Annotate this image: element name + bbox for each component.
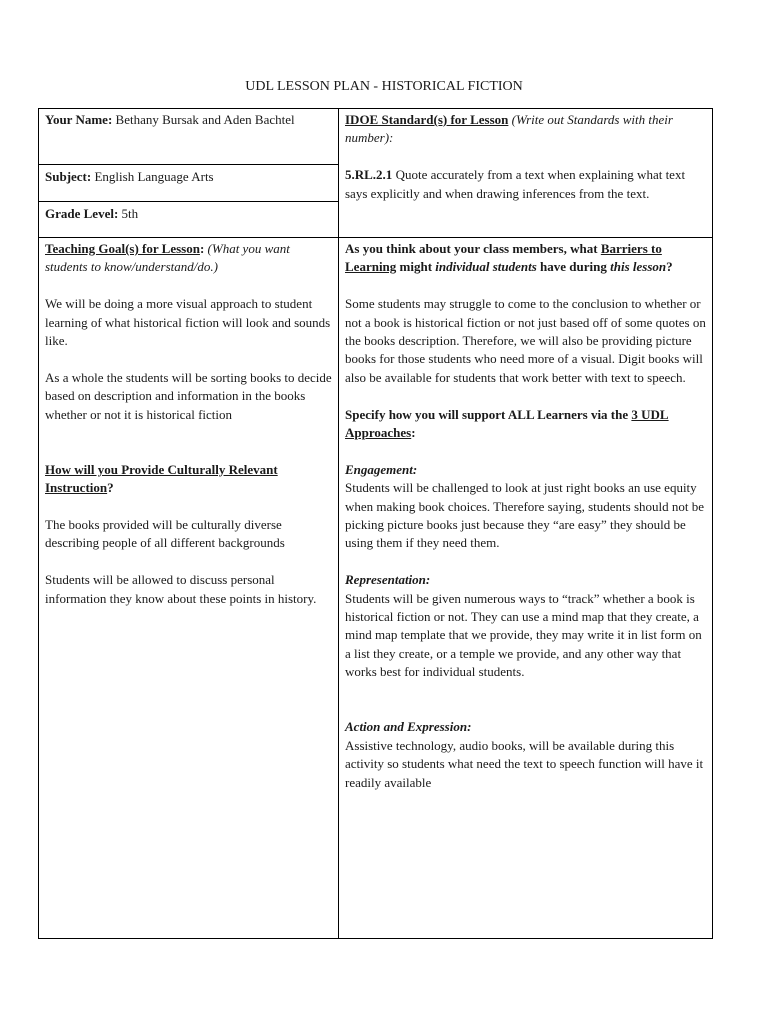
action-text: Assistive technology, audio books, will be available during this activity so students what need the text to speech function will have it readily available	[345, 737, 704, 790]
culture-paragraph: Students will be allowed to discuss personal information they know about these points in history.	[45, 572, 317, 606]
standards-text: Quote accurately from a text when explaining what text says explicitly and when drawing inferences from the text.	[345, 167, 686, 201]
grade-label: Grade Level:	[45, 206, 119, 221]
engagement-text: Students will be challenged to look at just right books an use equity when making book choices. Therefore saying, students should not be picking picture books just because they “are easy” they should be using them if they need them.	[345, 480, 704, 551]
culture-paragraph: The books provided will be culturally diverse describing people of all different backgrounds	[45, 517, 285, 551]
standards-code: 5.RL.2.1	[345, 167, 393, 183]
engagement-label: Engagement:	[345, 461, 418, 477]
page-title: UDL LESSON PLAN - HISTORICAL FICTION	[245, 79, 523, 94]
subject-label: Subject:	[45, 169, 92, 184]
name-cell	[38, 108, 339, 165]
subject-value: English Language Arts	[91, 169, 214, 184]
goals-hint: (What you want students to know/understand/do.)	[45, 241, 290, 275]
grade-cell	[38, 201, 339, 238]
udl-question: Specify how you will support ALL Learners via the 3 UDL Approaches:	[345, 406, 669, 441]
goals-paragraph: As a whole the students will be sorting books to decide based on description and information in the books whether or not it is historical fiction	[45, 369, 332, 422]
standards-hint: (Write out Standards with their number):	[345, 112, 673, 146]
name-label: Your Name:	[45, 112, 113, 127]
goals-label: Teaching Goal(s) for Lesson	[45, 241, 200, 256]
culture-label: How will you Provide Culturally Relevant Instruction	[45, 461, 278, 496]
barriers-udl-cell	[338, 237, 713, 939]
action-label: Action and Expression:	[345, 719, 472, 735]
representation-label: Representation:	[345, 572, 431, 588]
standards-cell	[338, 108, 713, 238]
standards-label: IDOE Standard(s) for Lesson	[345, 112, 509, 127]
goals-paragraph: We will be doing a more visual approach to student learning of what historical fiction will look and sounds like.	[45, 296, 331, 349]
subject-cell	[38, 164, 339, 202]
barriers-question: As you think about your class members, what Barriers to Learning might individual students have during this lesson?	[345, 241, 673, 275]
name-value: Bethany Bursak and Aden Bachtel	[112, 112, 295, 127]
representation-text: Students will be given numerous ways to “track” whether a book is historical fiction or not. They can use a mind map that they create, a mind map template that we provide, they may write it in list form on a list they create, or a temple we provide, and any other way that works best for individual students.	[345, 590, 702, 680]
grade-value: 5th	[118, 206, 139, 221]
barriers-answer: Some students may struggle to come to the conclusion to whether or not a book is historical fiction or not just based off of some quotes on the books description. Therefore, we will also be providing picture books for those students who need more of a visual. Digit books will also be available for students that work better with text to speech.	[345, 296, 706, 385]
teaching-goals-cell: Teaching Goal(s) for Lesson: (What you want students to know/understand/do.) We will be doing a more visual approach to student learning of what historical fiction will look and sounds like. As a whole the students will be sorting books to decide based on description and information in the books whether or not it is historical fiction How will you Provide Culturally Relevant Instruction? The books provided will be culturally diverse describing people of all different backgrounds Students will be allowed to discuss personal information they know about these points in history.	[38, 237, 339, 939]
